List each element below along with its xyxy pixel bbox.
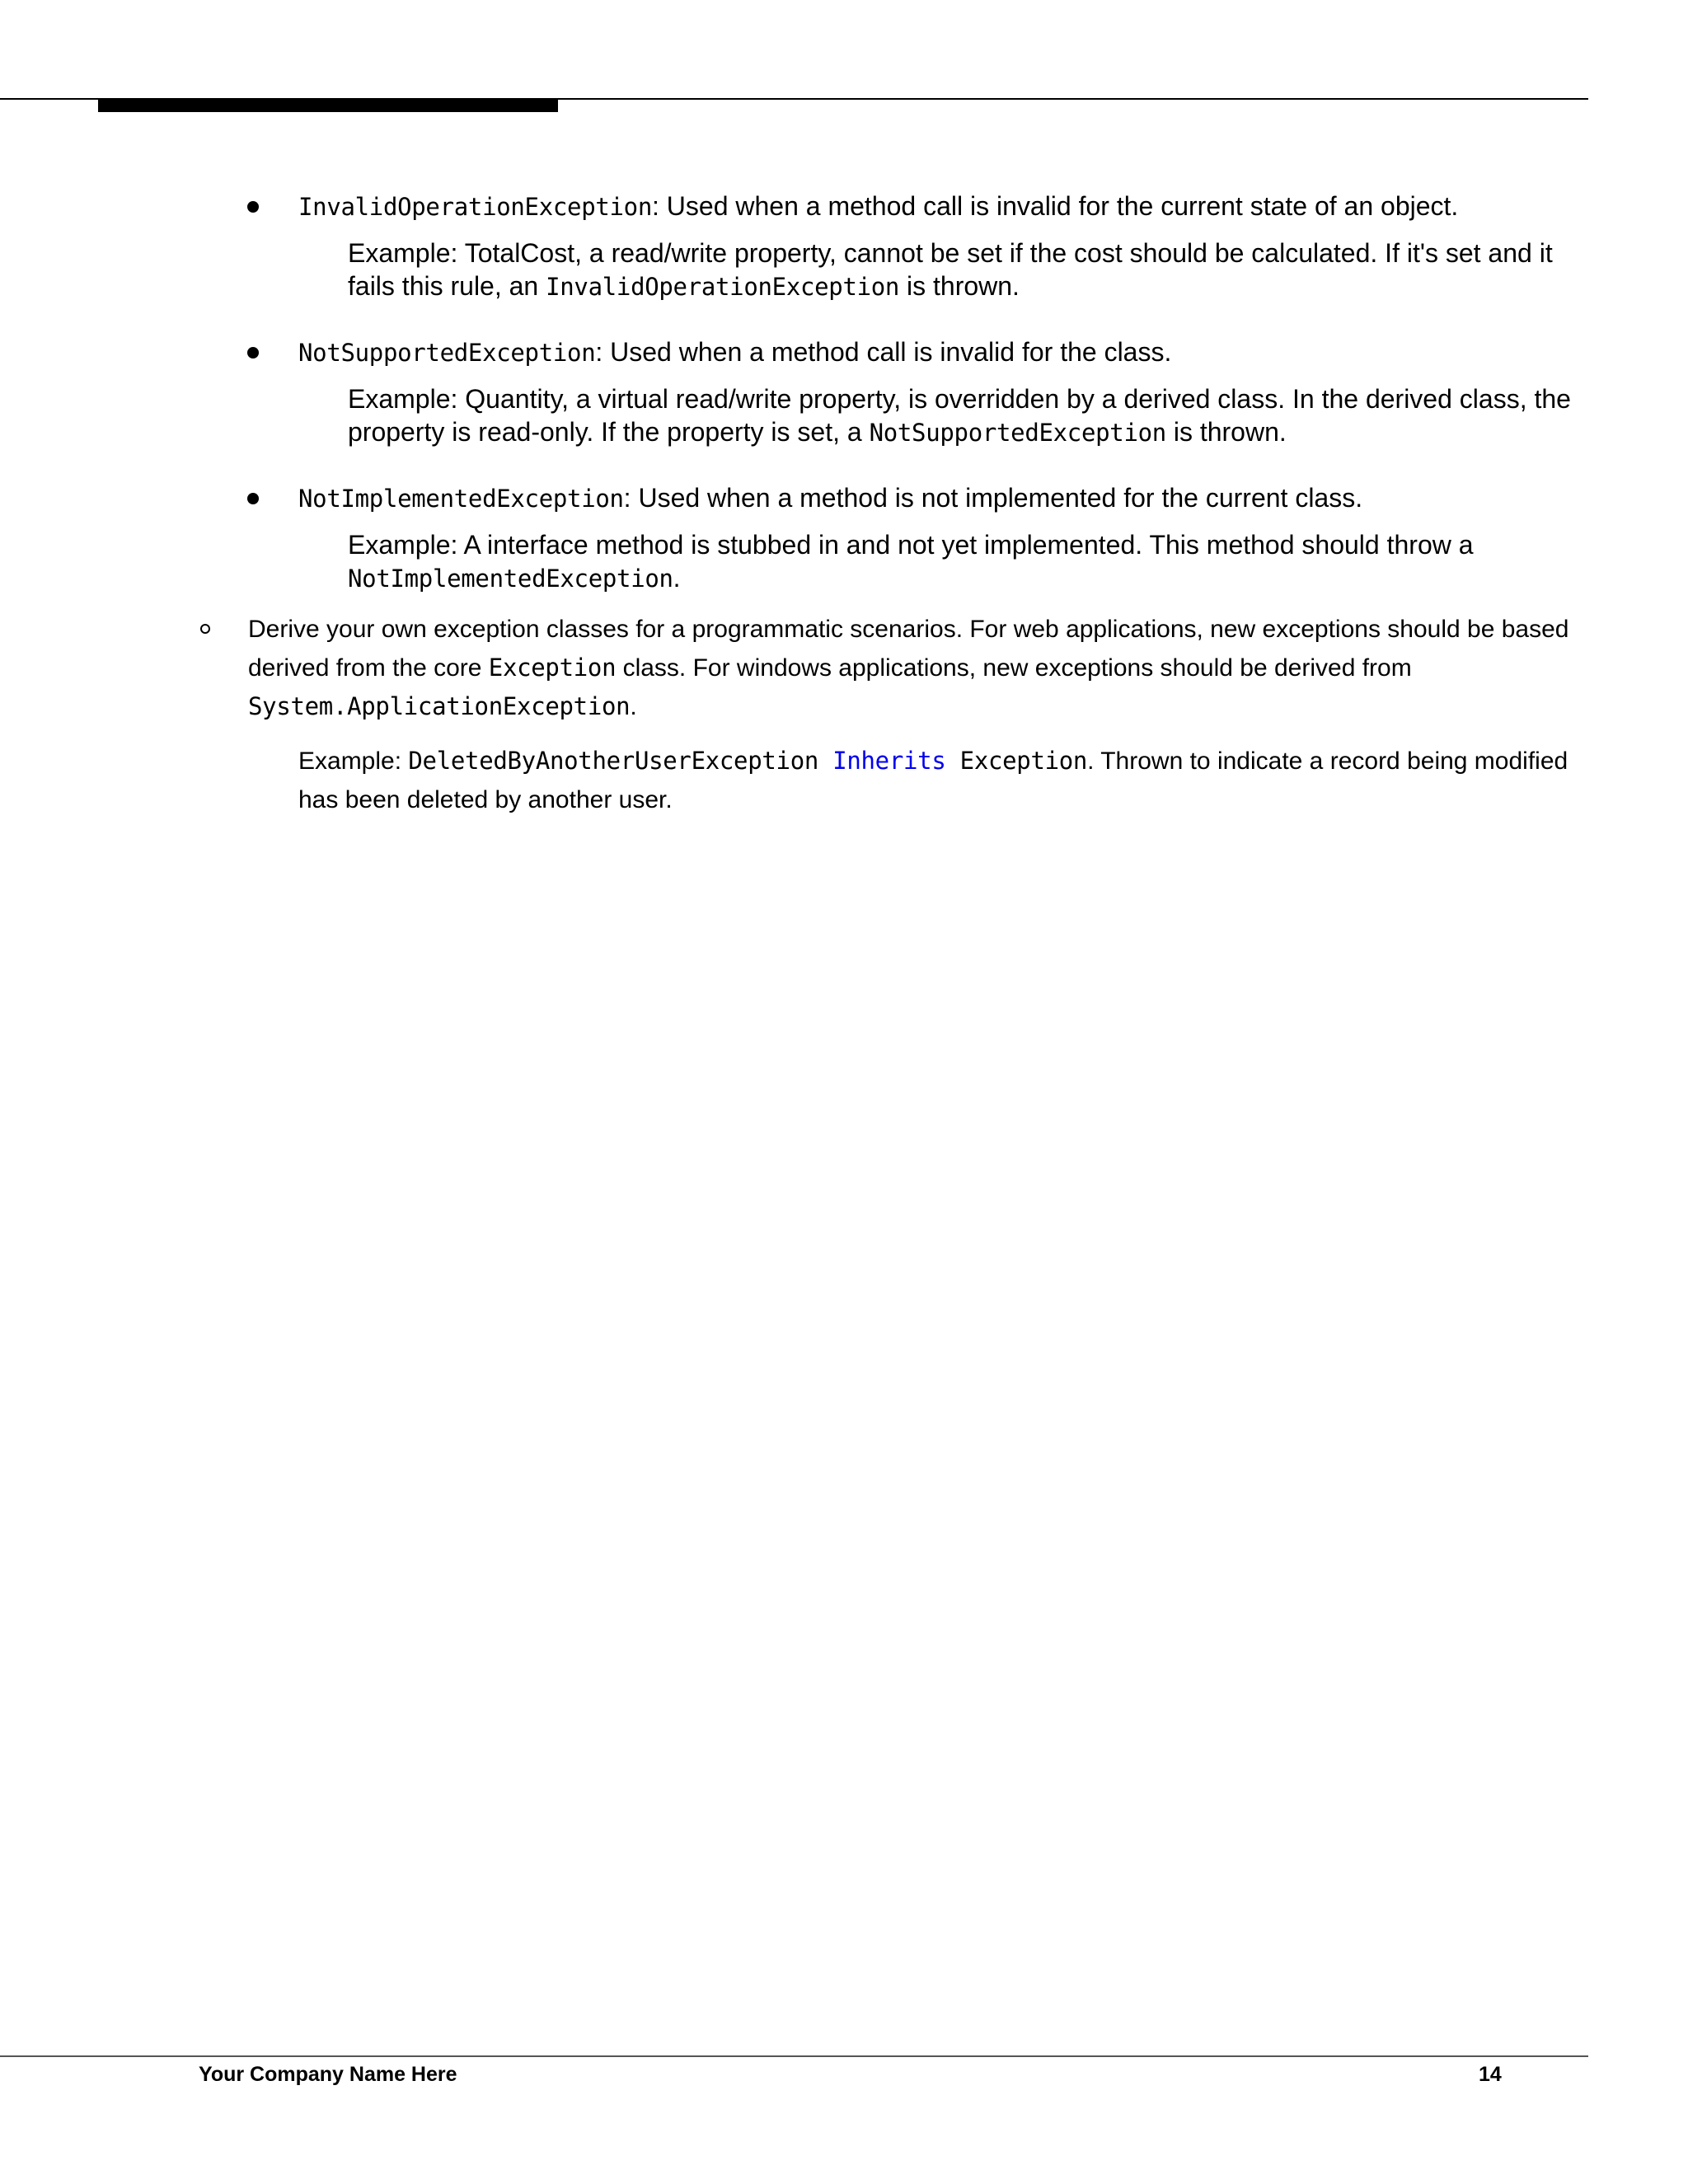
example-base-class: Exception	[959, 747, 1088, 775]
exception-name: NotSupportedException	[298, 339, 596, 367]
exception-description: : Used when a method call is invalid for the class.	[595, 337, 1172, 367]
derive-code: Exception	[488, 654, 617, 682]
example-text: Example: A interface method is stubbed in and not yet implemented. This method should throw a	[348, 530, 1474, 560]
footer-company-name: Your Company Name Here	[199, 2063, 457, 2086]
example-description: . Thrown to indicate a record being modified has been deleted by another user.	[298, 748, 1568, 813]
derive-text: .	[630, 693, 637, 720]
example-text-end: is thrown.	[899, 271, 1020, 301]
derive-example	[298, 742, 1588, 819]
example-keyword: Inherits	[832, 747, 946, 775]
derive-paragraph	[248, 610, 1588, 726]
bullet-icon	[247, 347, 259, 359]
circle-bullet-icon	[200, 624, 210, 634]
example-invalid-operation	[348, 237, 1588, 303]
example-not-supported	[348, 382, 1588, 449]
bullet-icon	[247, 201, 259, 213]
exception-description: : Used when a method call is invalid for the current state of an object.	[652, 191, 1459, 221]
derive-code: System.ApplicationException	[248, 692, 631, 720]
exception-description: : Used when a method is not implemented for the current class.	[623, 483, 1363, 513]
example-text: Example: TotalCost, a read/write property, cannot be set if the cost should be calculated. If it's set and it fails this rule, an	[348, 238, 1553, 301]
bullet-icon	[247, 493, 259, 504]
list-item-not-implemented	[298, 481, 1584, 515]
exception-name: InvalidOperationException	[298, 193, 652, 221]
example-not-implemented	[348, 528, 1588, 595]
example-text-end: .	[673, 563, 681, 593]
list-item-invalid-operation	[298, 190, 1584, 223]
list-item-not-supported	[298, 335, 1584, 369]
derive-text: Derive your own exception classes for a programmatic scenarios. For web applications, new exceptions should be based derived from the core	[248, 616, 1569, 682]
example-text: Example: Quantity, a virtual read/write property, is overridden by a derived class. In the derived class, the property is read-only. If the property is set, a	[348, 384, 1571, 447]
header-bar	[98, 98, 558, 112]
exception-name: NotImplementedException	[298, 485, 624, 513]
example-class-name: DeletedByAnotherUserException	[408, 747, 819, 775]
example-code: InvalidOperationException	[546, 273, 900, 301]
example-code: NotImplementedException	[348, 565, 673, 593]
example-text-end: is thrown.	[1165, 417, 1287, 447]
example-label: Example:	[298, 748, 409, 775]
footer-rule	[0, 2055, 1588, 2057]
derive-text: class. For windows applications, new exceptions should be derived from	[616, 654, 1412, 682]
page-number: 14	[1479, 2063, 1502, 2086]
example-code: NotSupportedException	[869, 419, 1166, 447]
